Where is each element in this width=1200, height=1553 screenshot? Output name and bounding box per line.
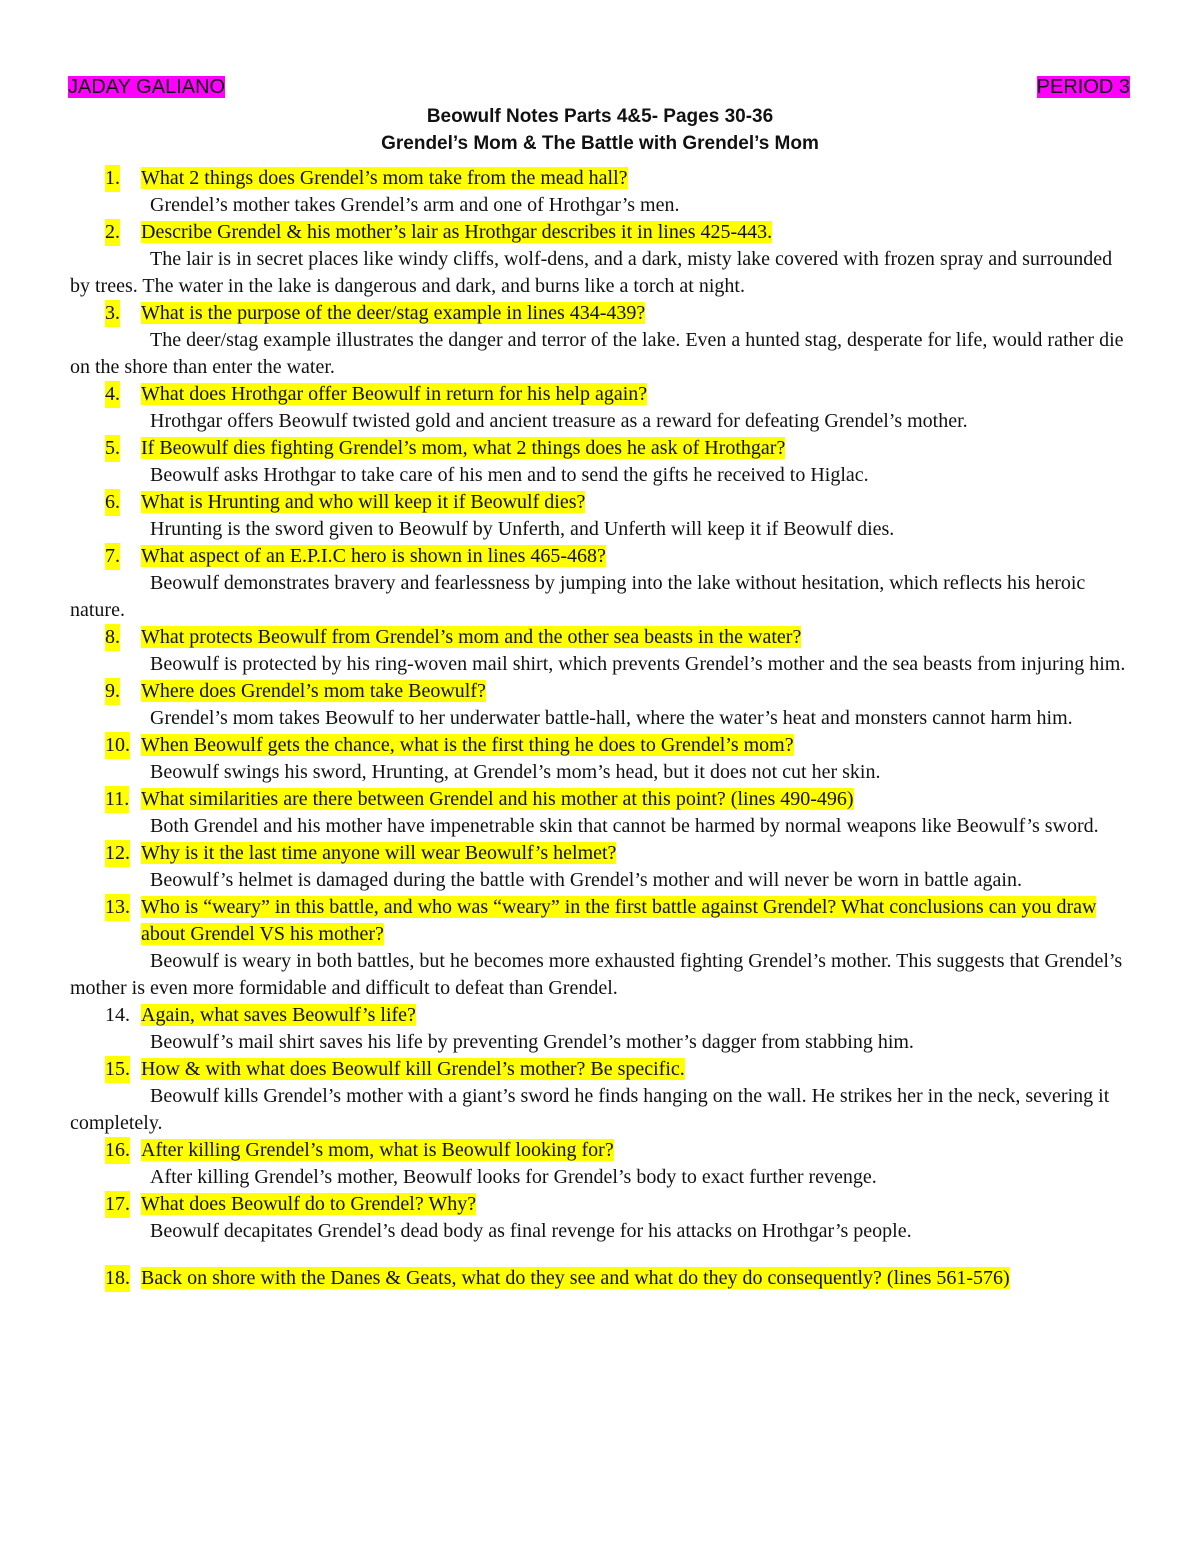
class-period-text: PERIOD 3	[1036, 76, 1130, 98]
question-9	[105, 678, 1131, 705]
question-text: Who is “weary” in this battle, and who was “weary” in the first battle against Grendel? What conclusions can you draw about Grendel VS his mother?	[141, 896, 1097, 945]
answer-10: Beowulf swings his sword, Hrunting, at Grendel’s mom’s head, but it does not cut her skin.	[150, 761, 881, 783]
question-number: 18.	[105, 1265, 130, 1292]
question-number: 1.	[105, 165, 120, 192]
question-number: 11.	[105, 786, 129, 813]
question-text: Where does Grendel’s mom take Beowulf?	[141, 680, 486, 702]
question-2	[105, 219, 1131, 246]
question-number: 8.	[105, 624, 120, 651]
answer-9: Grendel’s mom takes Beowulf to her underwater battle-hall, where the water’s heat and monsters cannot harm him.	[150, 707, 1073, 729]
answer-11: Both Grendel and his mother have impenetrable skin that cannot be harmed by normal weapons like Beowulf’s sword.	[150, 815, 1099, 837]
question-text: If Beowulf dies fighting Grendel’s mom, what 2 things does he ask of Hrothgar?	[141, 437, 786, 459]
question-text: What is the purpose of the deer/stag example in lines 434-439?	[141, 302, 646, 324]
answer-6: Hrunting is the sword given to Beowulf by Unferth, and Unferth will keep it if Beowulf dies.	[150, 518, 895, 540]
question-text: After killing Grendel’s mom, what is Beowulf looking for?	[141, 1139, 614, 1161]
question-5	[105, 435, 1131, 462]
question-text: When Beowulf gets the chance, what is the first thing he does to Grendel’s mom?	[141, 734, 794, 756]
question-number: 12.	[105, 840, 130, 867]
question-number: 6.	[105, 489, 120, 516]
question-text: Again, what saves Beowulf’s life?	[141, 1004, 416, 1026]
blank-line	[0, 1245, 1200, 1265]
question-11	[105, 786, 1131, 813]
question-15	[105, 1056, 1131, 1083]
question-18	[105, 1265, 1131, 1292]
document-title: Beowulf Notes Parts 4&5- Pages 30-36	[426, 106, 774, 127]
question-text: What aspect of an E.P.I.C hero is shown in lines 465-468?	[141, 545, 606, 567]
answer-3: The deer/stag example illustrates the danger and terror of the lake. Even a hunted stag, desperate for life, would rather die on the shore than enter the water.	[70, 329, 1124, 378]
question-17	[105, 1191, 1131, 1218]
answer-8: Beowulf is protected by his ring-woven mail shirt, which prevents Grendel’s mother and the sea beasts from injuring him.	[150, 653, 1126, 675]
question-3	[105, 300, 1131, 327]
question-6	[105, 489, 1131, 516]
answer-17: Beowulf decapitates Grendel’s dead body as final revenge for his attacks on Hrothgar’s people.	[150, 1220, 912, 1242]
question-list	[0, 165, 1200, 1292]
question-text: How & with what does Beowulf kill Grendel’s mother? Be specific.	[141, 1058, 685, 1080]
question-number: 9.	[105, 678, 120, 705]
question-number: 14.	[105, 1004, 130, 1026]
answer-15: Beowulf kills Grendel’s mother with a giant’s sword he finds hanging on the wall. He strikes her in the neck, severing it completely.	[70, 1085, 1110, 1134]
question-number: 3.	[105, 300, 120, 327]
answer-14: Beowulf’s mail shirt saves his life by preventing Grendel’s mother’s dagger from stabbing him.	[150, 1031, 914, 1053]
answer-5: Beowulf asks Hrothgar to take care of his men and to send the gifts he received to Higlac.	[150, 464, 869, 486]
document-subtitle: Grendel’s Mom & The Battle with Grendel’s Mom	[381, 133, 819, 154]
answer-12: Beowulf’s helmet is damaged during the battle with Grendel’s mother and will never be worn in battle again.	[150, 869, 1022, 891]
question-text: Why is it the last time anyone will wear Beowulf’s helmet?	[141, 842, 617, 864]
question-text: What is Hrunting and who will keep it if Beowulf dies?	[141, 491, 586, 513]
question-text: What does Beowulf do to Grendel? Why?	[141, 1193, 477, 1215]
question-text: What does Hrothgar offer Beowulf in return for his help again?	[141, 383, 648, 405]
answer-2: The lair is in secret places like windy cliffs, wolf-dens, and a dark, misty lake covered with frozen spray and surrounded by trees. The water in the lake is dangerous and dark, and burns like a torch at night.	[70, 248, 1113, 297]
question-number: 10.	[105, 732, 130, 759]
question-16	[105, 1137, 1131, 1164]
question-text: What protects Beowulf from Grendel’s mom and the other sea beasts in the water?	[141, 626, 802, 648]
question-number: 16.	[105, 1137, 130, 1164]
answer-7: Beowulf demonstrates bravery and fearlessness by jumping into the lake without hesitation, which reflects his heroic nature.	[70, 572, 1086, 621]
question-text: What 2 things does Grendel’s mom take from the mead hall?	[141, 167, 628, 189]
question-text: Back on shore with the Danes & Geats, what do they see and what do they do consequently? (lines 561-576)	[141, 1267, 1010, 1289]
question-7	[105, 543, 1131, 570]
question-number: 7.	[105, 543, 120, 570]
answer-16: After killing Grendel’s mother, Beowulf looks for Grendel’s body to exact further revenge.	[150, 1166, 877, 1188]
question-10	[105, 732, 1131, 759]
question-text: Describe Grendel & his mother’s lair as Hrothgar describes it in lines 425-443.	[141, 221, 773, 243]
question-number: 15.	[105, 1056, 130, 1083]
question-number: 4.	[105, 381, 120, 408]
question-text: What similarities are there between Grendel and his mother at this point? (lines 490-496)	[141, 788, 854, 810]
question-14	[105, 1002, 1131, 1029]
student-name	[68, 74, 225, 100]
class-period	[1037, 74, 1130, 100]
answer-13: Beowulf is weary in both battles, but he becomes more exhausted fighting Grendel’s mother. This suggests that Grendel’s mother is even more formidable and difficult to defeat than Grendel.	[70, 950, 1123, 999]
question-13	[105, 894, 1131, 948]
student-name-text: JADAY GALIANO	[68, 76, 226, 98]
question-8	[105, 624, 1131, 651]
question-4	[105, 381, 1131, 408]
question-12	[105, 840, 1131, 867]
question-number: 13.	[105, 894, 130, 921]
question-number: 5.	[105, 435, 120, 462]
answer-4: Hrothgar offers Beowulf twisted gold and ancient treasure as a reward for defeating Grendel’s mother.	[150, 410, 968, 432]
question-1	[105, 165, 1131, 192]
question-number: 2.	[105, 219, 120, 246]
answer-1: Grendel’s mother takes Grendel’s arm and one of Hrothgar’s men.	[150, 194, 680, 216]
question-number: 17.	[105, 1191, 130, 1218]
